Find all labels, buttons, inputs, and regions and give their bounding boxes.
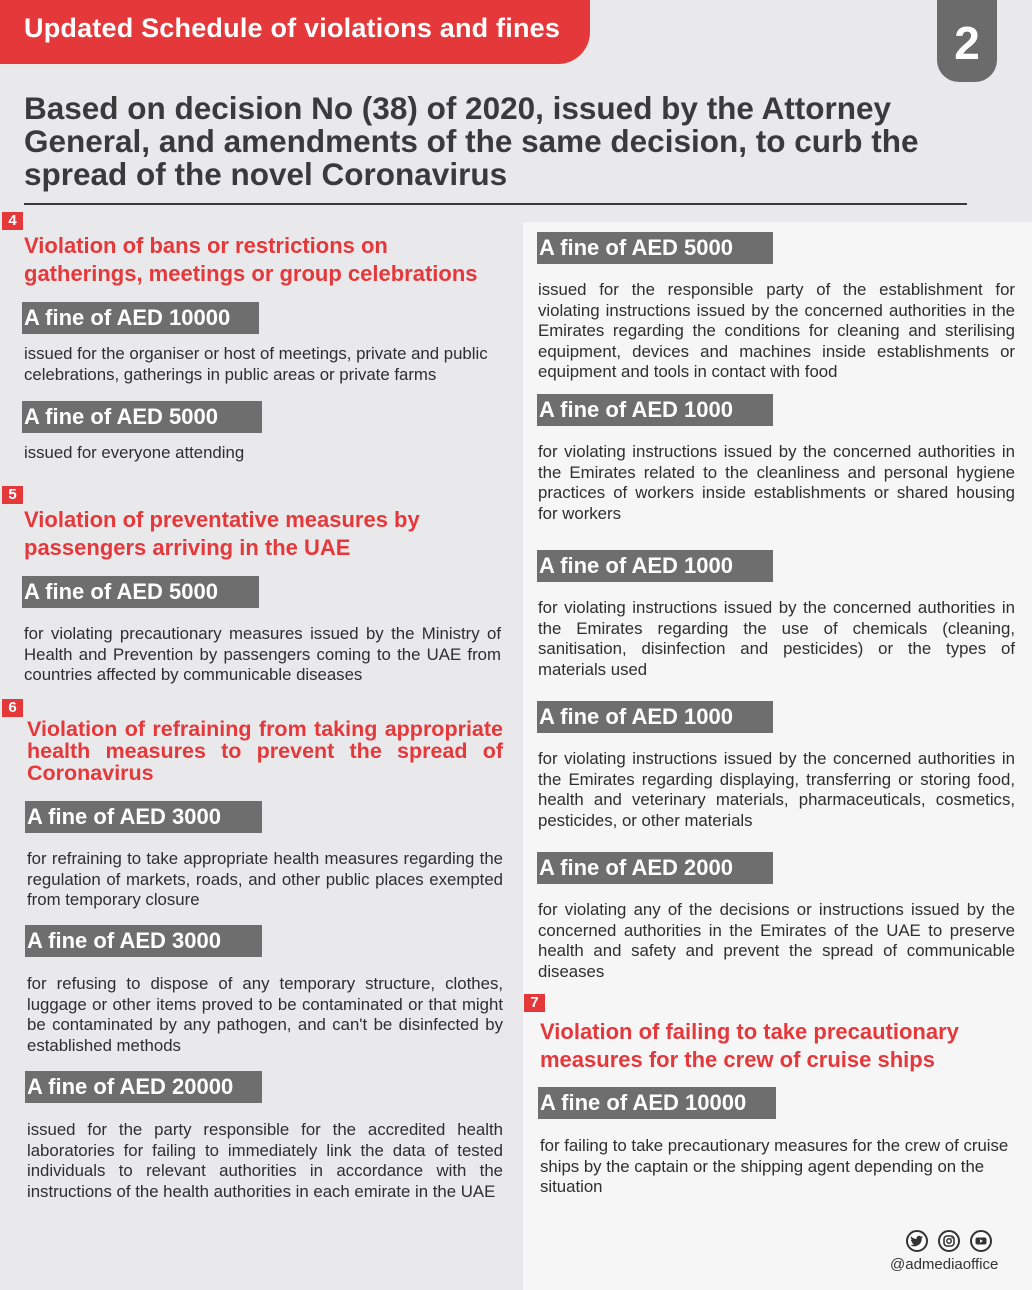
- social-handle: @admediaoffice: [890, 1256, 999, 1273]
- section-title: Violation of failing to take precautionary measures for the crew of cruise ships: [540, 1019, 959, 1072]
- fine-description: issued for the organiser or host of meetings, private and public celebrations, gatherings in public areas or private farms: [24, 344, 488, 384]
- social-links: [906, 1230, 996, 1254]
- section-number-badge: 6: [2, 699, 23, 717]
- headline: Based on decision No (38) of 2020, issued by the Attorney General, and amendments of the same decision, to curb the spread of the novel Coronavirus: [24, 90, 919, 192]
- fine-description: for violating instructions issued by the concerned authorities in the Emirates regarding the use of chemicals (cleaning, sanitisation, disinfection and pesticides) or the types of materials used: [538, 598, 1015, 679]
- section-title: Violation of refraining from taking appropriate health measures to prevent the spread of Coronavirus: [27, 717, 503, 785]
- youtube-icon[interactable]: [970, 1230, 992, 1252]
- fine-label: A fine of AED 20000: [25, 1071, 262, 1103]
- fine-label: A fine of AED 5000: [22, 401, 262, 433]
- fine-description: for violating instructions issued by the concerned authorities in the Emirates related to the cleanliness and personal hygiene practices of workers inside establishments or shared housing for workers: [538, 442, 1015, 523]
- section-number-badge: 7: [524, 994, 545, 1012]
- section-title: Violation of preventative measures by passengers arriving in the UAE: [24, 507, 420, 560]
- headline-divider: [24, 203, 967, 205]
- section-number-badge: 5: [2, 486, 23, 504]
- fine-description: for failing to take precautionary measures for the crew of cruise ships by the captain or the shipping agent depending on the situation: [540, 1136, 1009, 1196]
- fine-description: for violating any of the decisions or instructions issued by the concerned authorities in the Emirates of the UAE to preserve health and safety and prevent the spread of communicable diseases: [538, 900, 1015, 981]
- banner-title: Updated Schedule of violations and fines: [0, 0, 590, 64]
- page-number: 2: [937, 0, 997, 82]
- twitter-icon[interactable]: [906, 1230, 928, 1252]
- fine-description: for violating instructions issued by the concerned authorities in the Emirates regarding displaying, transferring or storing food, health and veterinary materials, pharmaceuticals, cosmetics, pesticides, or other materials: [538, 749, 1015, 830]
- fine-label: A fine of AED 1000: [537, 701, 773, 733]
- fine-description: issued for everyone attending: [24, 443, 245, 462]
- instagram-icon[interactable]: [938, 1230, 960, 1252]
- fine-description: for refusing to dispose of any temporary structure, clothes, luggage or other items proved to be contaminated or that might be contaminated by any pathogen, and can't be disinfected by established methods: [27, 974, 503, 1055]
- fine-label: A fine of AED 1000: [537, 550, 773, 582]
- section-number-badge: 4: [2, 212, 23, 230]
- fine-description: issued for the party responsible for the accredited health laboratories for failing to immediately link the data of tested individuals to relevant authorities in accordance with the instructions of the health authorities in each emirate in the UAE: [27, 1120, 503, 1201]
- fine-label: A fine of AED 3000: [25, 801, 262, 833]
- fine-label: A fine of AED 10000: [538, 1087, 776, 1119]
- fine-description: for violating precautionary measures issued by the Ministry of Health and Prevention by passengers coming to the UAE from countries affected by communicable diseases: [24, 624, 501, 684]
- fine-description: issued for the responsible party of the establishment for violating instructions issued by the concerned authorities in the Emirates regarding the conditions for cleaning and sterilising equipment, devices and machines inside establishments or equipment and tools in contact with food: [538, 280, 1015, 381]
- fine-label: A fine of AED 10000: [22, 302, 259, 334]
- fine-label: A fine of AED 5000: [537, 232, 773, 264]
- fine-label: A fine of AED 2000: [537, 852, 773, 884]
- fine-label: A fine of AED 3000: [25, 925, 262, 957]
- section-title: Violation of bans or restrictions on gatherings, meetings or group celebrations: [24, 233, 478, 286]
- fine-description: for refraining to take appropriate health measures regarding the regulation of markets, roads, and other public places exempted from temporary closure: [27, 849, 503, 909]
- fine-label: A fine of AED 5000: [22, 576, 259, 608]
- fine-label: A fine of AED 1000: [537, 394, 773, 426]
